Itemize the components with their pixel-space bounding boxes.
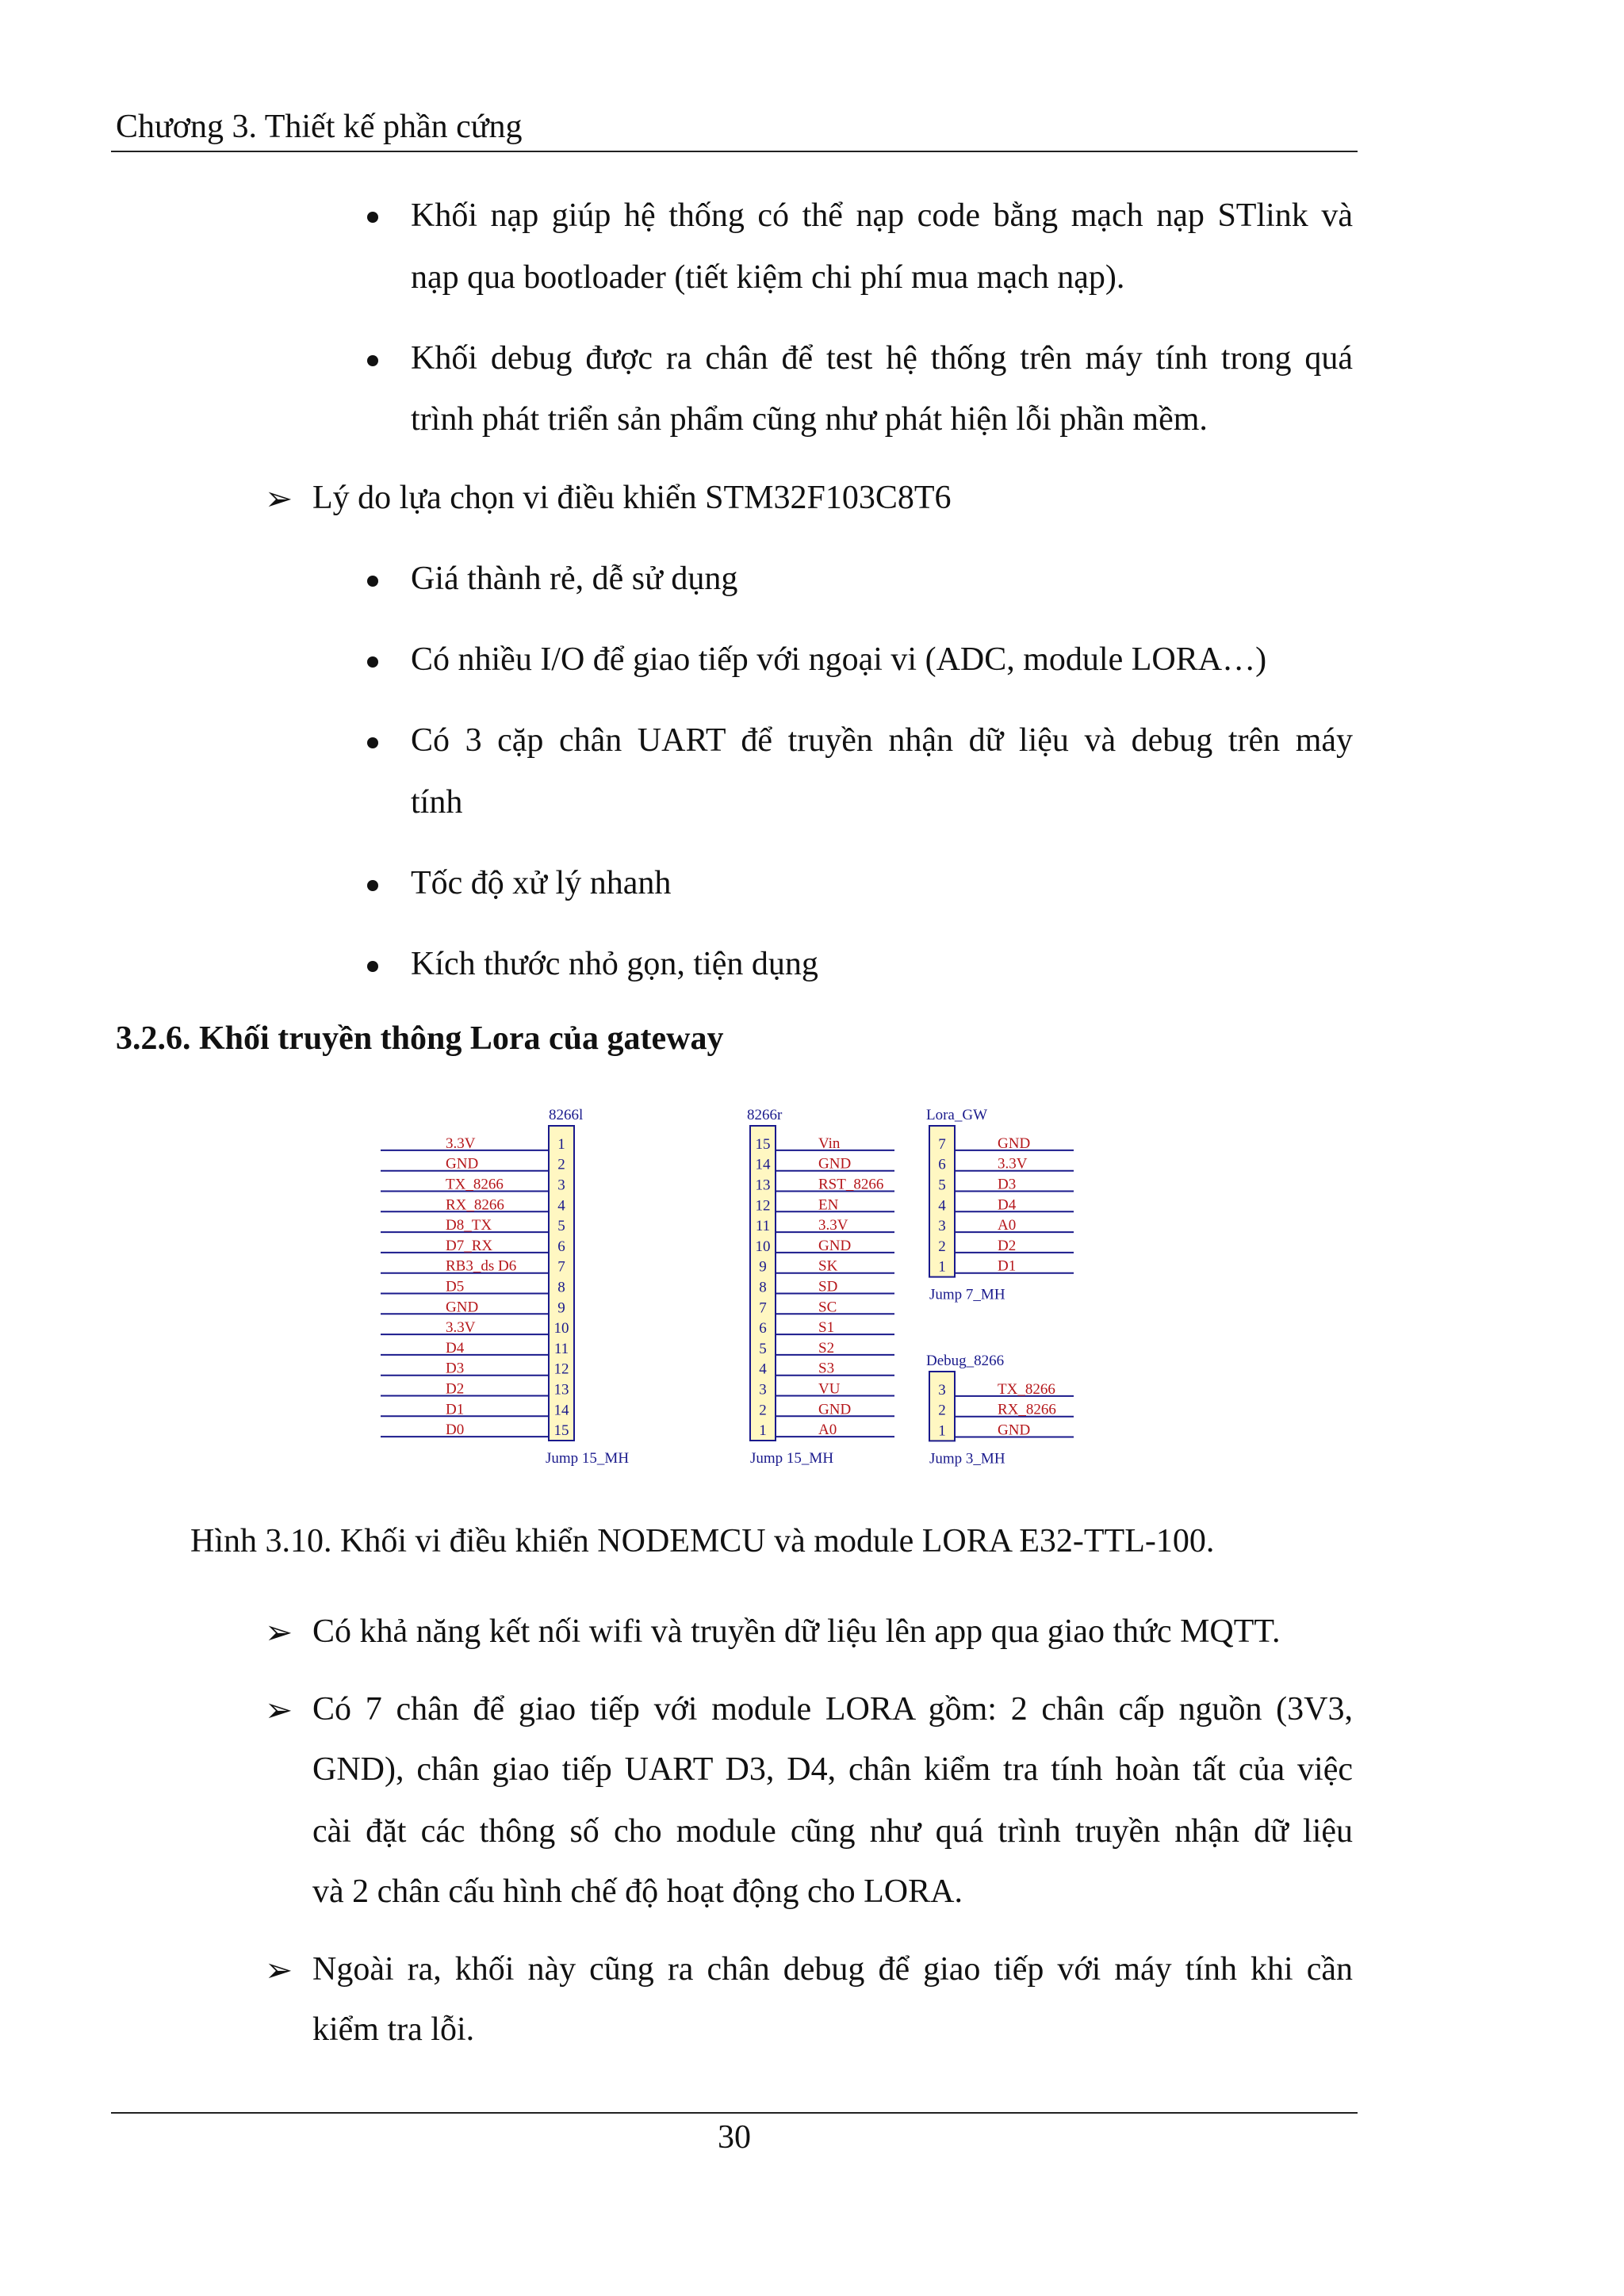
pin-number: 8 bbox=[759, 1279, 767, 1296]
net-label: RX_8266 bbox=[998, 1401, 1056, 1418]
net-label: 3.3V bbox=[998, 1155, 1028, 1173]
net-label: SK bbox=[818, 1257, 838, 1275]
pin-number: 3 bbox=[759, 1381, 767, 1399]
bullet-text: nạp qua bootloader (tiết kiệm chi phí mua mạch nạp). bbox=[411, 259, 1125, 296]
pin-number: 6 bbox=[938, 1156, 946, 1173]
pin-number: 13 bbox=[553, 1381, 569, 1399]
pin-number: 3 bbox=[557, 1177, 565, 1194]
schematic-svg bbox=[381, 1088, 1091, 1481]
point-text: Có khả năng kết nối wifi và truyền dữ liệu lên app qua giao thức MQTT. bbox=[312, 1613, 1281, 1650]
net-label: D2 bbox=[446, 1380, 465, 1398]
bullet-text: Giá thành rẻ, dễ sử dụng bbox=[411, 561, 738, 597]
net-label: A0 bbox=[998, 1217, 1017, 1234]
net-label: D3 bbox=[446, 1360, 465, 1377]
point-text: Ngoài ra, khối này cũng ra chân debug để giao tiếp với máy tính khi cần bbox=[312, 1951, 1353, 1988]
pin-number: 2 bbox=[938, 1238, 946, 1255]
pin-number: 12 bbox=[553, 1360, 569, 1378]
pin-number: 10 bbox=[553, 1320, 569, 1337]
point-text: kiểm tra lỗi. bbox=[312, 2011, 475, 2048]
header-rule bbox=[111, 151, 1358, 152]
net-label: RST_8266 bbox=[818, 1176, 884, 1193]
bullet-text: trình phát triển sản phẩm cũng như phát hiện lỗi phần mềm. bbox=[411, 401, 1208, 438]
net-label: D4 bbox=[998, 1196, 1017, 1214]
net-label: 3.3V bbox=[446, 1319, 476, 1337]
pin-number: 6 bbox=[759, 1320, 767, 1337]
bullet-dot bbox=[367, 880, 378, 891]
connector-footer: Jump 3_MH bbox=[929, 1450, 1005, 1468]
bullet-text: Khối debug được ra chân để test hệ thống trên máy tính trong quá bbox=[411, 340, 1353, 377]
arrow-bullet-icon: ➢ bbox=[265, 1953, 293, 1989]
net-label: GND bbox=[818, 1401, 852, 1418]
pin-number: 1 bbox=[557, 1135, 565, 1153]
pin-number: 11 bbox=[553, 1340, 569, 1357]
bullet-dot bbox=[367, 355, 378, 366]
net-label: S2 bbox=[818, 1339, 835, 1357]
bullet-text: Kích thước nhỏ gọn, tiện dụng bbox=[411, 946, 818, 982]
net-label: D1 bbox=[998, 1257, 1017, 1275]
pin-number: 14 bbox=[755, 1156, 771, 1173]
net-label: 3.3V bbox=[818, 1217, 848, 1234]
pin-number: 5 bbox=[938, 1177, 946, 1194]
pin-number: 1 bbox=[938, 1258, 946, 1276]
net-label: 3.3V bbox=[446, 1135, 476, 1152]
footer-rule bbox=[111, 2112, 1358, 2114]
pin-number: 4 bbox=[938, 1197, 946, 1215]
page-number: 30 bbox=[718, 2119, 751, 2156]
net-label: D3 bbox=[998, 1176, 1017, 1193]
net-label: Vin bbox=[818, 1135, 841, 1152]
point-text: GND), chân giao tiếp UART D3, D4, chân kiểm tra tính hoàn tất của việc bbox=[312, 1751, 1353, 1788]
pin-number: 2 bbox=[557, 1156, 565, 1173]
bullet-dot bbox=[367, 656, 378, 668]
bullet-text: Tốc độ xử lý nhanh bbox=[411, 865, 672, 901]
bullet-dot bbox=[367, 961, 378, 972]
pin-number: 5 bbox=[557, 1218, 565, 1235]
bullet-text: tính bbox=[411, 784, 463, 821]
chapter-header: Chương 3. Thiết kế phần cứng bbox=[116, 109, 523, 145]
net-label: D8_TX bbox=[446, 1217, 492, 1234]
net-label: S3 bbox=[818, 1360, 835, 1377]
net-label: SC bbox=[818, 1299, 837, 1316]
connector-footer: Jump 15_MH bbox=[546, 1450, 630, 1467]
pin-number: 9 bbox=[759, 1258, 767, 1276]
net-label: GND bbox=[998, 1422, 1031, 1439]
pin-number: 13 bbox=[755, 1177, 771, 1194]
pin-number: 15 bbox=[755, 1135, 771, 1153]
pin-number: 12 bbox=[755, 1197, 771, 1215]
net-label: TX_8266 bbox=[446, 1176, 504, 1193]
schematic-figure bbox=[381, 1088, 1091, 1481]
bullet-text: Khối nạp giúp hệ thống có thể nạp code bằng mạch nạp STlink và bbox=[411, 197, 1353, 234]
net-label: GND bbox=[818, 1155, 852, 1173]
net-label: GND bbox=[446, 1155, 479, 1173]
connector-title: 8266r bbox=[747, 1107, 783, 1123]
subheading: Lý do lựa chọn vi điều khiển STM32F103C8T6 bbox=[312, 480, 952, 516]
net-label: EN bbox=[818, 1196, 839, 1214]
arrow-bullet-icon: ➢ bbox=[265, 1615, 293, 1651]
connector-title: Lora_GW bbox=[926, 1107, 988, 1123]
net-label: GND bbox=[998, 1135, 1031, 1152]
pin-number: 1 bbox=[759, 1422, 767, 1440]
pin-number: 14 bbox=[553, 1402, 569, 1419]
net-label: VU bbox=[818, 1380, 841, 1398]
connector-footer: Jump 15_MH bbox=[750, 1450, 834, 1467]
net-label: GND bbox=[446, 1299, 479, 1316]
connector-footer: Jump 7_MH bbox=[929, 1286, 1005, 1303]
net-label: S1 bbox=[818, 1319, 835, 1337]
point-text: cài đặt các thông số cho module cũng như quá trình truyền nhận dữ liệu bbox=[312, 1813, 1353, 1850]
arrow-bullet-icon: ➢ bbox=[265, 1693, 293, 1729]
pin-number: 7 bbox=[557, 1258, 565, 1276]
connector-title: 8266l bbox=[549, 1107, 584, 1123]
pin-number: 2 bbox=[938, 1402, 946, 1419]
net-label: TX_8266 bbox=[998, 1380, 1055, 1398]
pin-number: 1 bbox=[938, 1422, 946, 1440]
pin-number: 3 bbox=[938, 1381, 946, 1399]
pin-number: 11 bbox=[755, 1218, 771, 1235]
net-label: D0 bbox=[446, 1422, 465, 1439]
pin-number: 4 bbox=[759, 1360, 767, 1378]
net-label: D1 bbox=[446, 1401, 465, 1418]
bullet-dot bbox=[367, 212, 378, 223]
bullet-text: Có nhiều I/O để giao tiếp với ngoại vi (ADC, module LORA…) bbox=[411, 641, 1267, 678]
bullet-dot bbox=[367, 737, 378, 748]
pin-number: 2 bbox=[759, 1402, 767, 1419]
pin-number: 3 bbox=[938, 1218, 946, 1235]
pin-number: 15 bbox=[553, 1422, 569, 1440]
bullet-dot bbox=[367, 576, 378, 587]
net-label: D2 bbox=[998, 1237, 1017, 1254]
pin-number: 7 bbox=[938, 1135, 946, 1153]
net-label: A0 bbox=[818, 1422, 837, 1439]
figure-caption: Hình 3.10. Khối vi điều khiển NODEMCU và module LORA E32-TTL-100. bbox=[190, 1523, 1215, 1559]
pin-number: 4 bbox=[557, 1197, 565, 1215]
bullet-text: Có 3 cặp chân UART để truyền nhận dữ liệu và debug trên máy bbox=[411, 722, 1353, 759]
net-label: GND bbox=[818, 1237, 852, 1254]
section-heading: 3.2.6. Khối truyền thông Lora của gateway bbox=[116, 1020, 724, 1057]
pin-number: 10 bbox=[755, 1238, 771, 1255]
connector-title: Debug_8266 bbox=[926, 1353, 1005, 1369]
net-label: RX_8266 bbox=[446, 1196, 504, 1214]
pin-number: 7 bbox=[759, 1299, 767, 1317]
pin-number: 8 bbox=[557, 1279, 565, 1296]
arrow-bullet-icon: ➢ bbox=[265, 481, 293, 518]
pin-number: 6 bbox=[557, 1238, 565, 1255]
net-label: D7_RX bbox=[446, 1237, 493, 1254]
point-text: Có 7 chân để giao tiếp với module LORA gồm: 2 chân cấp nguồn (3V3, bbox=[312, 1691, 1353, 1728]
net-label: RB3_ds D6 bbox=[446, 1257, 517, 1275]
net-label: D4 bbox=[446, 1339, 465, 1357]
net-label: D5 bbox=[446, 1278, 465, 1295]
pin-number: 9 bbox=[557, 1299, 565, 1317]
pin-number: 5 bbox=[759, 1340, 767, 1357]
point-text: và 2 chân cấu hình chế độ hoạt động cho LORA. bbox=[312, 1873, 963, 1910]
net-label: SD bbox=[818, 1278, 838, 1295]
